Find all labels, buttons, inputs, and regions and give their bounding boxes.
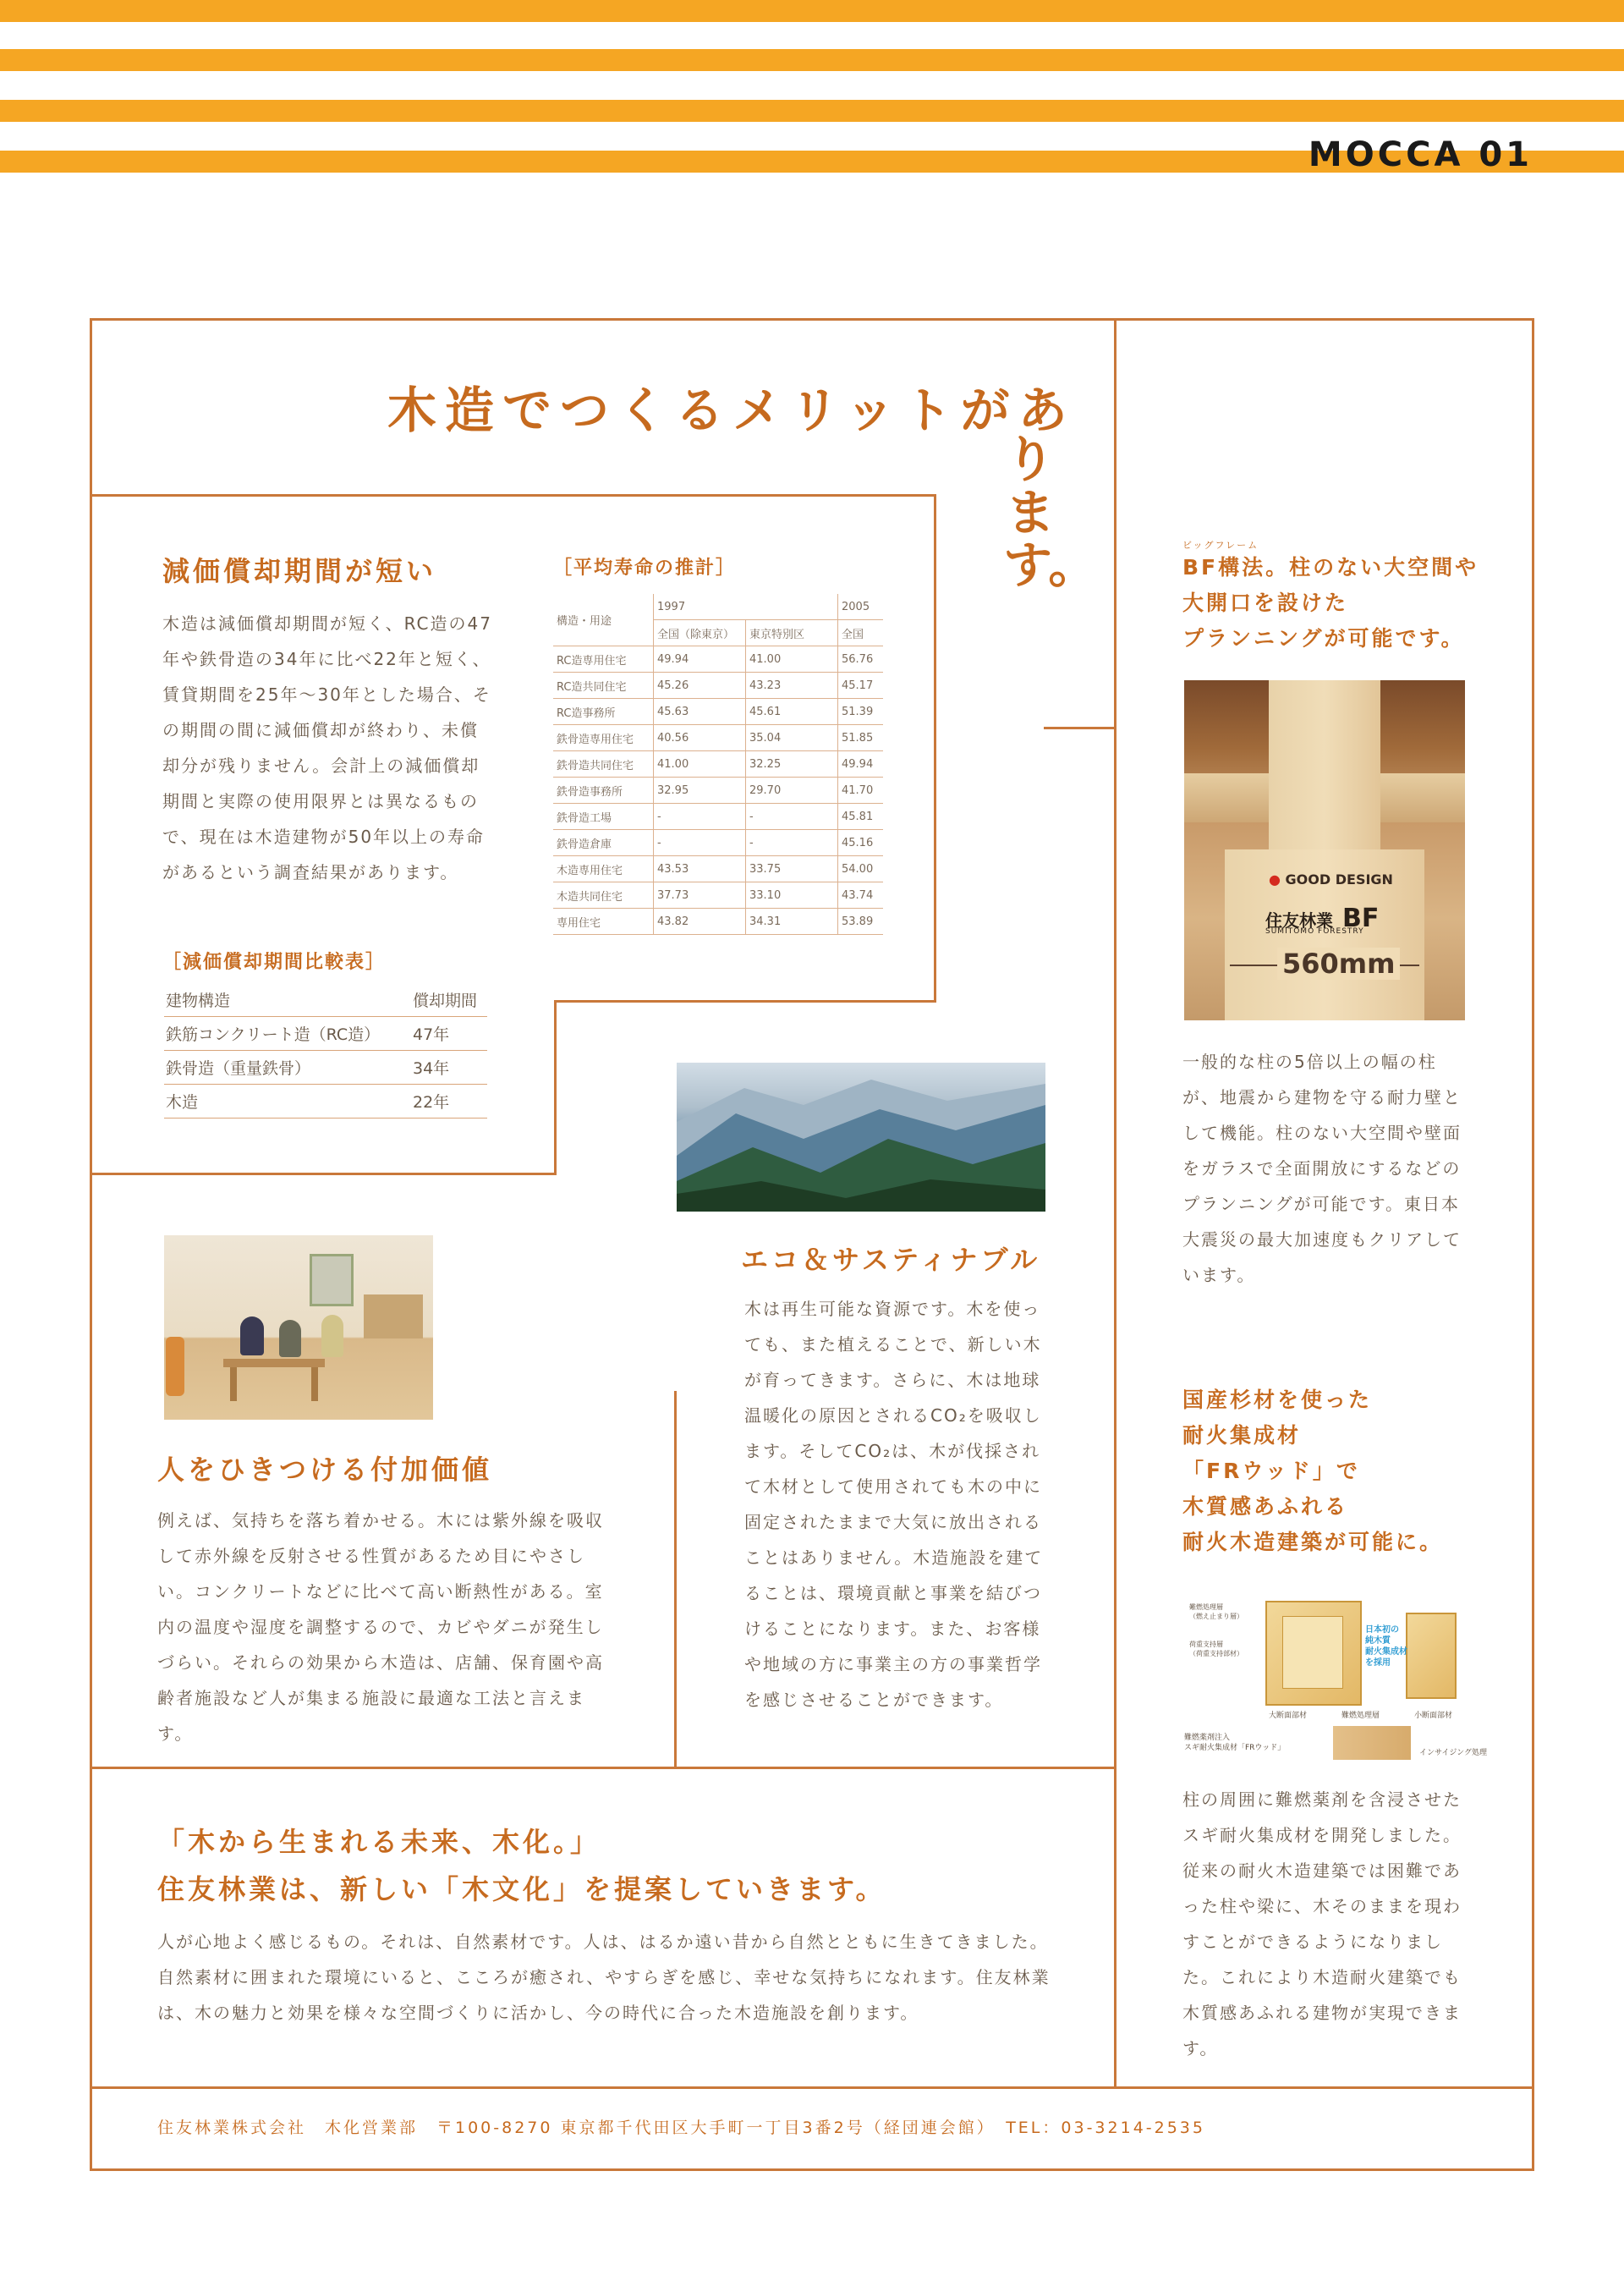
table-cell: 41.00 [654, 751, 746, 778]
table-cell: 32.25 [746, 751, 838, 778]
table-cell: 51.39 [838, 699, 884, 725]
frame-line [90, 494, 936, 497]
depreciation-table [164, 983, 487, 1119]
good-design-icon: ● [1269, 871, 1281, 888]
table-row [553, 909, 883, 935]
table-row [164, 1051, 487, 1085]
table-header-row [553, 594, 883, 620]
frame-line [674, 1391, 677, 1768]
table-cell: 41.70 [838, 778, 884, 804]
frame-line [90, 1767, 1115, 1769]
table-cell: RC造専用住宅 [553, 646, 654, 673]
company-footer: 住友林業株式会社 木化営業部 〒100-8270 東京都千代田区大手町一丁目3番2号（経団連会館） TEL：03-3214-2535 [157, 2119, 1205, 2137]
table-leg [230, 1367, 237, 1401]
table-cell: 鉄骨造専用住宅 [553, 725, 654, 751]
wood-sample [1333, 1726, 1411, 1760]
table-cell: 木造共同住宅 [553, 882, 654, 909]
table-cell: 鉄骨造倉庫 [553, 830, 654, 856]
table-cell: 41.00 [746, 646, 838, 673]
table-cell: 54.00 [838, 856, 884, 882]
table-cell: 40.56 [654, 725, 746, 751]
table-cell: 鉄筋コンクリート造（RC造） [164, 1017, 411, 1051]
table-cell: 45.16 [838, 830, 884, 856]
table-cell: 34.31 [746, 909, 838, 935]
good-design-label: GOOD DESIGN [1285, 871, 1393, 888]
fr-title [1182, 1382, 1443, 1560]
frame-line [90, 318, 1534, 321]
good-design-mark [1269, 871, 1393, 888]
table-cell: 33.75 [746, 856, 838, 882]
main-title-char: ま [1005, 483, 1055, 541]
frame-line [554, 1000, 936, 1003]
table-cell: 22年 [411, 1085, 487, 1119]
table-cell: 33.10 [746, 882, 838, 909]
mountain-shapes [677, 1063, 1045, 1212]
frame-line [1532, 318, 1534, 2171]
table-cell: - [746, 804, 838, 830]
table-cell: 35.04 [746, 725, 838, 751]
table-header-row [164, 983, 487, 1017]
bf-title [1182, 550, 1479, 657]
kids-room-photo [164, 1235, 433, 1420]
table-row [553, 882, 883, 909]
table-row [553, 856, 883, 882]
frame-line [1114, 318, 1116, 2086]
table-row [553, 830, 883, 856]
table-cell: 45.17 [838, 673, 884, 699]
frame-line [90, 2168, 1534, 2171]
label-h: インサイジング処理 [1419, 1749, 1487, 1757]
table-cell: 45.61 [746, 699, 838, 725]
frame-line [1044, 727, 1115, 729]
table-cell: 鉄骨造共同住宅 [553, 751, 654, 778]
table-cell: RC造事務所 [553, 699, 654, 725]
table-cell: 専用住宅 [553, 909, 654, 935]
table-header: 東京特別区 [746, 620, 838, 646]
main-title-char: り [1005, 431, 1055, 488]
header-stripe [0, 49, 1624, 71]
bf-title-line: BF構法。柱のない大空間や [1182, 555, 1479, 580]
table-row [164, 1085, 487, 1119]
frame-line [90, 318, 92, 2171]
table-cell: 鉄骨造（重量鉄骨） [164, 1051, 411, 1085]
table-cell: 鉄骨造工場 [553, 804, 654, 830]
table-cell: 45.26 [654, 673, 746, 699]
table-cell: 49.94 [654, 646, 746, 673]
table-cell: 32.95 [654, 778, 746, 804]
table-cell: 49.94 [838, 751, 884, 778]
table-cell: - [654, 830, 746, 856]
table-header: 建物構造 [164, 983, 411, 1017]
bf-title-line: プランニングが可能です。 [1182, 626, 1465, 651]
label-g: 難燃薬剤注入 スギ耐火集成材「FRウッド」 [1184, 1734, 1286, 1752]
lifespan-table [553, 594, 883, 935]
bf-column-photo [1184, 680, 1465, 1020]
main-title-vertical [1003, 431, 1098, 595]
table-row [553, 673, 883, 699]
table-cell: - [654, 804, 746, 830]
bf-body: 一般的な柱の5倍以上の幅の柱が、地震から建物を守る耐力壁として機能。柱のない大空間や壁面をガラスで全面開放にするなどのプランニングが可能です。東日本大震災の最大加速度もクリアしています。 [1182, 1052, 1462, 1285]
table-cell: 43.74 [838, 882, 884, 909]
header-stripe [0, 0, 1624, 22]
table-cell: 43.82 [654, 909, 746, 935]
table-cell: 37.73 [654, 882, 746, 909]
bf-size: 560mm [1277, 948, 1400, 980]
fr-title-line: 耐火木造建築が可能に。 [1182, 1530, 1444, 1554]
frame-line [90, 1173, 557, 1175]
large-member-core [1282, 1616, 1343, 1689]
table-header: 構造・用途 [553, 594, 654, 646]
table-header: 2005 [838, 594, 884, 620]
frame-line [90, 2086, 1534, 2089]
closing-line2: 住友林業は、新しい「木文化」を提案していきます。 [157, 1873, 886, 1905]
main-title-char: す。 [1003, 536, 1098, 595]
frame-line [554, 1000, 557, 1174]
bf-title-line: 大開口を設けた [1182, 591, 1349, 615]
frame-line [934, 494, 936, 1003]
label-e: 難燃処理層 [1341, 1712, 1380, 1720]
table-row [553, 804, 883, 830]
bf-ruby: ビッグフレーム [1182, 540, 1259, 551]
label-c: 日本初の 純木質 耐火集成材 を採用 [1365, 1625, 1407, 1668]
window [310, 1254, 354, 1306]
eco-body: 木は再生可能な資源です。木を使っても、また植えることで、新しい木が育ってきます。さらに、木は地球温暖化の原因とされるCO₂を吸収します。そしてCO₂は、木が伐採されて木材として使用されても木の中に固定されたままで大気に放出されることはありません。木造施設を建てることは、環境貢献と事業を結びつけることになります。また、お客様や地域の方に事業主の方の事業哲学を感じさせることができます。 [744, 1299, 1044, 1710]
lifespan-title: ［平均寿命の推計］ [553, 558, 737, 579]
table-cell: - [746, 830, 838, 856]
table-row [553, 699, 883, 725]
table-leg [311, 1367, 318, 1401]
bf-brand-label: 住友林業 [1265, 910, 1333, 931]
eco-title: エコ＆サスティナブル [741, 1244, 1041, 1276]
table-header: 1997 [654, 594, 838, 620]
table-row [164, 1017, 487, 1051]
mountain-photo [677, 1063, 1045, 1212]
bf-brand-en: SUMITOMO FORESTRY [1265, 927, 1364, 936]
table-cell: 43.23 [746, 673, 838, 699]
table-cell: RC造共同住宅 [553, 673, 654, 699]
value-body: 例えば、気持ちを落ち着かせる。木には紫外線を吸収して赤外線を反射させる性質があるため目にやさしい。コンクリートなどに比べて高い断熱性がある。室内の温度や湿度を調整するので、カビやダニが発生しづらい。それらの効果から木造は、店舗、保育園や高齢者施設など人が集まる施設に最適な工法と言えます。 [157, 1510, 604, 1744]
table-cell: 43.53 [654, 856, 746, 882]
depreciation-body: 木造は減価償却期間が短く、RC造の47年や鉄骨造の34年に比べ22年と短く、賃貸期間を25年〜30年とした場合、その期間の間に減価償却が終わり、未償却分が残りません。会計上の減価償却期間と実際の使用限界とは異なるもので、現在は木造建物が50年以上の寿命があるという調査結果があります。 [162, 613, 492, 882]
table-row [553, 778, 883, 804]
mocca-logo: MOCCA 01 [1308, 135, 1533, 174]
table-cell: 47年 [411, 1017, 487, 1051]
table-cell: 鉄骨造事務所 [553, 778, 654, 804]
toy-giraffe [166, 1337, 184, 1396]
label-b: 荷重支持層 （荷重支持部材） [1189, 1641, 1243, 1657]
fr-title-line: 「FRウッド」で [1182, 1459, 1360, 1483]
closing-body: 人が心地よく感じるもの。それは、自然素材です。人は、はるか遠い昔から自然とともに生きてきました。自然素材に囲まれた環境にいると、こころが癒され、やすらぎを感じ、幸せな気持ちになれます。住友林業は、木の魅力と効果を様々な空間づくりに活かし、今の時代に合った木造施設を創ります。 [157, 1932, 1051, 2023]
table-cell: 45.81 [838, 804, 884, 830]
bf-brand-mark: BF [1341, 904, 1380, 933]
child [279, 1320, 301, 1357]
table [223, 1359, 325, 1367]
small-member [1406, 1613, 1457, 1699]
table-header: 全国（除東京） [654, 620, 746, 646]
table-row [553, 646, 883, 673]
fr-body: 柱の周囲に難燃薬剤を含浸させたスギ耐火集成材を開発しました。従来の耐火木造建築では困難であった柱や梁に、木そのままを現わすことができるようになりました。これにより木造耐火建築でも木質感あふれる建物が実現できます。 [1182, 1789, 1462, 2058]
table-cell: 56.76 [838, 646, 884, 673]
value-title: 人をひきつける付加価値 [157, 1454, 493, 1486]
table-cell: 45.63 [654, 699, 746, 725]
main-title: 木造でつくるメリットがあ [387, 382, 1076, 439]
table-cell: 34年 [411, 1051, 487, 1085]
label-f: 小断面部材 [1414, 1712, 1453, 1720]
table-row [553, 725, 883, 751]
table-header: 償却期間 [411, 983, 487, 1017]
table-cell: 53.89 [838, 909, 884, 935]
table-cell: 29.70 [746, 778, 838, 804]
fr-diagram [1184, 1591, 1489, 1768]
table-cell: 木造 [164, 1085, 411, 1119]
child [321, 1315, 343, 1357]
table-header: 全国 [838, 620, 884, 646]
table-cell: 51.85 [838, 725, 884, 751]
closing-line1: 「木から生まれる未来、木化。」 [157, 1826, 601, 1858]
header-stripe [0, 100, 1624, 122]
child [240, 1316, 264, 1355]
fr-title-line: 木質感あふれる [1182, 1494, 1349, 1519]
table-row [553, 751, 883, 778]
depreciation-table-title: ［減価償却期間比較表］ [162, 952, 387, 973]
label-d: 大断面部材 [1269, 1712, 1308, 1720]
label-a: 難燃処理層 （燃え止まり層） [1189, 1603, 1243, 1620]
shelf [364, 1294, 423, 1338]
table-cell: 木造専用住宅 [553, 856, 654, 882]
fr-title-line: 国産杉材を使った [1182, 1388, 1373, 1412]
fr-title-line: 耐火集成材 [1182, 1423, 1302, 1448]
depreciation-title: 減価償却期間が短い [162, 555, 437, 587]
